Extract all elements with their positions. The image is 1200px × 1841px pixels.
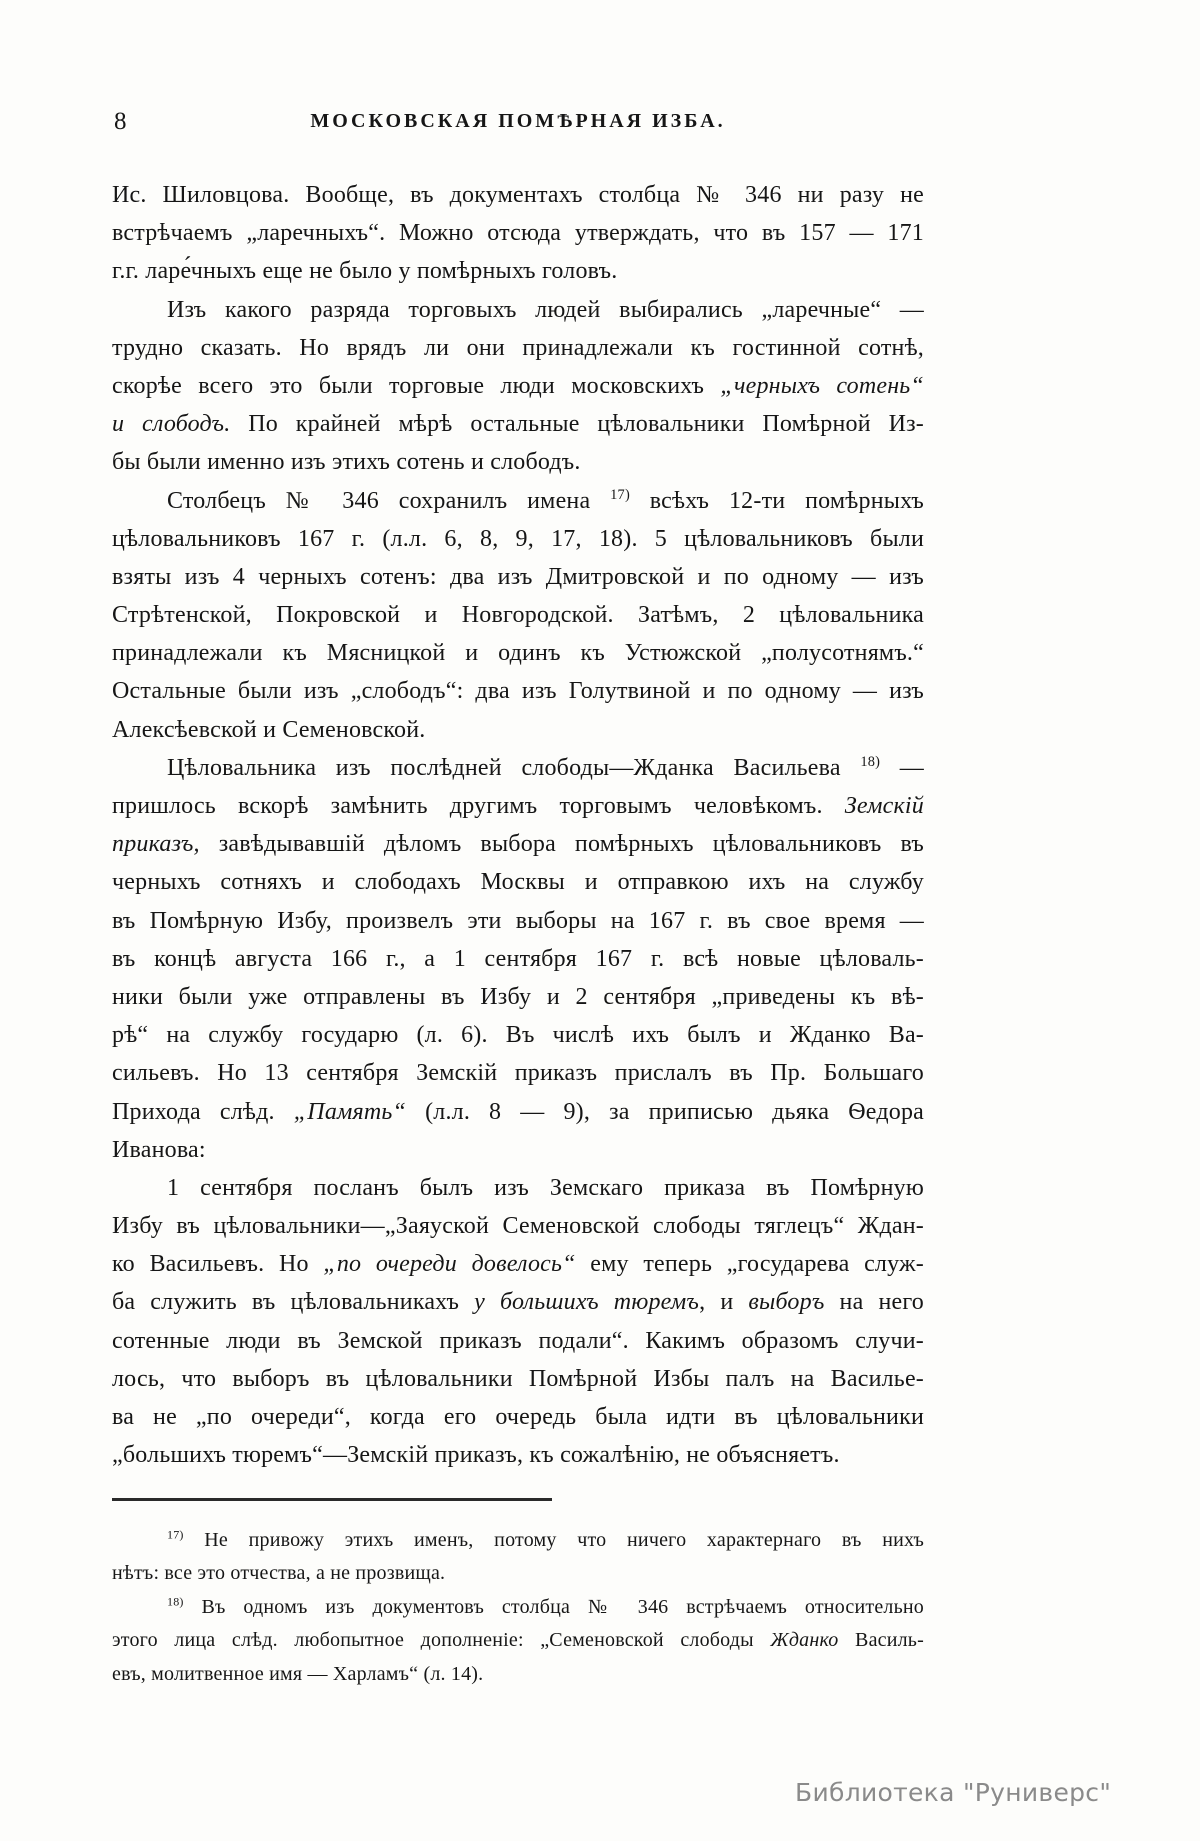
- text-run: всѣхъ 12-ти помѣрныхъ: [629, 487, 924, 514]
- text-run: 1 сентября посланъ былъ изъ Земскаго приказа въ Помѣрную: [167, 1174, 924, 1201]
- text-run: „по очереди довелось“: [323, 1251, 576, 1278]
- text-run: сотенные люди въ Земской приказъ подали“. Какимъ образомъ случи-: [112, 1327, 924, 1354]
- text-line: [112, 940, 924, 978]
- text-line: [112, 1016, 924, 1054]
- text-line: [112, 1591, 924, 1624]
- text-run: на него: [824, 1289, 925, 1316]
- text-run: Жданко: [770, 1629, 839, 1652]
- library-watermark: Библиотека "Руниверс": [795, 1778, 1112, 1807]
- text-line: [112, 825, 924, 863]
- text-line: [112, 1624, 924, 1657]
- text-run: Алексѣевской и Семеновской.: [112, 716, 426, 743]
- text-line: [112, 214, 924, 252]
- text-run: лось, что выборъ въ цѣловальники Помѣрной Избы палъ на Василье-: [112, 1365, 924, 1392]
- body-text: [112, 176, 924, 1474]
- text-line: [112, 787, 924, 825]
- text-run: „Память“: [293, 1098, 407, 1125]
- text-line: [112, 405, 924, 443]
- footnote-marker: 18): [167, 1594, 184, 1609]
- text-run: ко Васильевъ. Но: [112, 1251, 324, 1278]
- text-line: [112, 291, 924, 329]
- text-run: и слободъ.: [112, 411, 231, 438]
- text-run: этого лица слѣд. любопытное дополненіе: „Семеновской слободы: [112, 1629, 771, 1652]
- text-run: рѣ“ на службу государю (л. 6). Въ числѣ ихъ былъ и Жданко Ва-: [112, 1022, 924, 1049]
- text-run: ему теперь „государева служ-: [575, 1251, 924, 1278]
- text-line: [112, 176, 924, 214]
- text-line: [112, 902, 924, 940]
- text-line: [112, 596, 924, 634]
- text-run: у большихъ тюремъ: [474, 1289, 700, 1316]
- text-line: [112, 1283, 924, 1321]
- text-run: Иванова:: [112, 1136, 206, 1163]
- text-line: [112, 1054, 924, 1092]
- text-line: [112, 863, 924, 901]
- footnote-marker: 17): [167, 1527, 184, 1542]
- text-line: [112, 252, 924, 290]
- text-run: цѣловальниковъ 167 г. (л.л. 6, 8, 9, 17, 18). 5 цѣловальниковъ были: [112, 525, 924, 552]
- text-line: [112, 978, 924, 1016]
- text-line: [112, 443, 924, 481]
- text-run: Избу въ цѣловальники—„Заяуской Семеновской слободы тяглецъ“ Ждан-: [112, 1213, 924, 1240]
- text-run: встрѣчаемъ „ларечныхъ“. Можно отсюда утверждать, что въ 157 — 171: [112, 220, 924, 247]
- text-run: Изъ какого разряда торговыхъ людей выбирались „ларечные“ —: [167, 296, 924, 323]
- text-run: сильевъ. Но 13 сентября Земскій приказъ прислалъ въ Пр. Большаго: [112, 1060, 924, 1087]
- text-run: , и: [699, 1289, 749, 1316]
- text-line: [112, 1322, 924, 1360]
- text-run: черныхъ сотняхъ и слободахъ Москвы и отправкою ихъ на службу: [112, 869, 924, 896]
- text-run: приказъ,: [112, 831, 200, 858]
- text-line: [112, 672, 924, 710]
- text-line: [112, 329, 924, 367]
- page-number: 8: [114, 108, 127, 135]
- text-run: евъ, молитвенное имя — Харламъ“ (л. 14).: [112, 1662, 484, 1685]
- text-run: (л.л. 8 — 9), за приписью дьяка Ѳедора: [406, 1098, 925, 1125]
- text-run: „большихъ тюремъ“—Земскій приказъ, къ сожалѣнію, не объясняетъ.: [112, 1442, 840, 1469]
- text-run: Остальные были изъ „слободъ“: два изъ Голутвиной и по одному — изъ: [112, 678, 924, 705]
- text-run: Стрѣтенской, Покровской и Новгородской. Затѣмъ, 2 цѣловальника: [112, 602, 924, 629]
- text-line: [112, 749, 924, 787]
- text-line: [112, 1131, 924, 1169]
- text-run: скорѣе всего это были торговые люди московскихъ: [112, 372, 721, 399]
- text-run: Василь-: [838, 1629, 924, 1652]
- text-line: [112, 1524, 924, 1557]
- text-run: завѣдывавшій дѣломъ выбора помѣрныхъ цѣловальниковъ въ: [199, 831, 924, 858]
- text-run: ники были уже отправлены въ Избу и 2 сентября „приведены къ вѣ-: [112, 983, 924, 1010]
- text-run: —: [880, 754, 924, 781]
- text-run: Земскій: [844, 793, 924, 819]
- text-run: нѣтъ: все это отчества, а не прозвища.: [112, 1562, 446, 1585]
- text-run: въ Помѣрную Избу, произвелъ эти выборы на 167 г. въ свое время —: [112, 907, 924, 934]
- text-line: [112, 482, 924, 520]
- footnote-separator: [112, 1498, 552, 1501]
- text-run: г.г. ларе́чныхъ еще не было у помѣрныхъ головъ.: [112, 258, 618, 285]
- text-line: [112, 1245, 924, 1283]
- text-run: взяты изъ 4 черныхъ сотенъ: два изъ Дмитровской и по одному — изъ: [112, 563, 924, 590]
- text-run: принадлежали къ Мясницкой и одинъ къ Устюжской „полусотнямъ.“: [112, 640, 924, 667]
- text-line: [112, 1658, 924, 1691]
- text-run: Ис. Шиловцова. Вообще, въ документахъ столбца № 346 ни разу не: [112, 182, 924, 208]
- text-line: [112, 1398, 924, 1436]
- running-title: МОСКОВСКАЯ ПОМѢРНАЯ ИЗБА.: [310, 110, 726, 132]
- text-line: [112, 634, 924, 672]
- page-header: [112, 106, 924, 140]
- text-run: бы были именно изъ этихъ сотень и слободъ.: [112, 449, 581, 476]
- text-run: трудно сказать. Но врядъ ли они принадлежали къ гостинной сотнѣ,: [112, 334, 924, 361]
- text-run: „черныхъ сотень“: [720, 372, 924, 399]
- text-line: [112, 1093, 924, 1131]
- text-run: въ концѣ августа 166 г., а 1 сентября 167 г. всѣ новые цѣловаль-: [112, 945, 924, 972]
- text-run: Цѣловальника изъ послѣдней слободы—Жданка Васильева: [167, 754, 861, 781]
- text-line: [112, 520, 924, 558]
- text-run: ба служить въ цѣловальникахъ: [112, 1289, 475, 1316]
- footnote-marker: 18): [860, 753, 881, 770]
- text-run: Столбецъ № 346 сохранилъ имена: [167, 487, 611, 514]
- text-line: [112, 1557, 924, 1590]
- text-run: Прихода слѣд.: [112, 1098, 294, 1125]
- text-run: Въ одномъ изъ документовъ столбца № 346 встрѣчаемъ относительно: [183, 1595, 924, 1618]
- text-line: [112, 1436, 924, 1474]
- text-line: [112, 1169, 924, 1207]
- text-run: пришлось вскорѣ замѣнить другимъ торговымъ человѣкомъ.: [112, 793, 845, 819]
- text-line: [112, 558, 924, 596]
- footnote-marker: 17): [610, 486, 630, 503]
- text-run: По крайней мѣрѣ остальные цѣловальники Помѣрной Из-: [230, 411, 924, 438]
- text-line: [112, 1207, 924, 1245]
- text-run: ва не „по очереди“, когда его очередь была идти въ цѣловальники: [112, 1404, 924, 1430]
- text-line: [112, 711, 924, 749]
- text-line: [112, 1360, 924, 1398]
- footnotes: [112, 1524, 924, 1691]
- text-line: [112, 367, 924, 405]
- text-run: выборъ: [748, 1289, 825, 1316]
- text-run: Не привожу этихъ именъ, потому что ничего характернаго въ нихъ: [183, 1529, 924, 1551]
